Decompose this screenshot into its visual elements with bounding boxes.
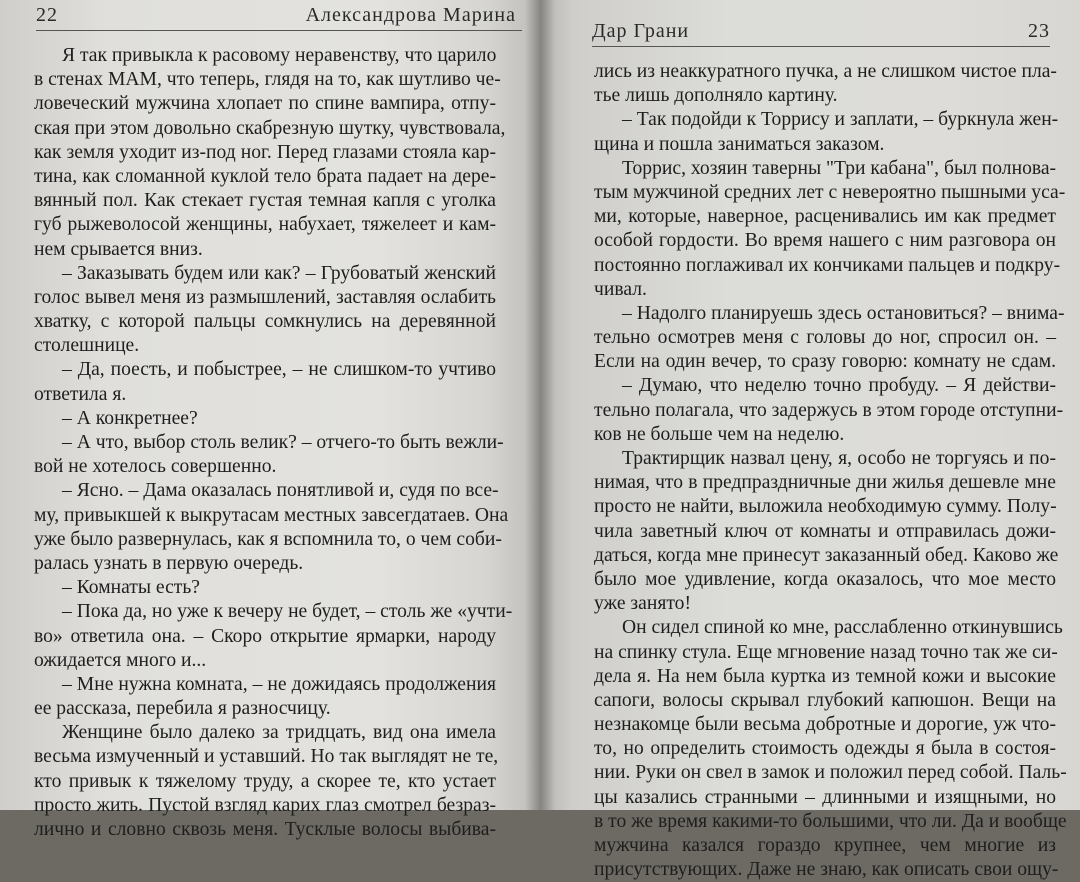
text-line: вой не хотелось совершенно. bbox=[34, 456, 277, 478]
text-line: лись из неаккуратного пучка, а не слишком чистое пла- bbox=[594, 61, 1057, 82]
text-line: Я так привыкла к расовому неравенству, что царило bbox=[62, 45, 497, 66]
text-line: цы казались странными – длинными и изящными, но bbox=[594, 786, 1056, 808]
right-page bbox=[540, 0, 1080, 881]
text-line: щина и пошла заниматься заказом. bbox=[594, 133, 885, 155]
text-line: кто привык к тяжелому труду, а скорее те, кто устает bbox=[34, 770, 496, 792]
left-page-number: 22 bbox=[36, 4, 58, 26]
text-line: просто не найти, выложила необходимую сумму. Полу- bbox=[594, 496, 1057, 518]
text-line: нимая, что в предпраздничные дни жилья дешевле мне bbox=[594, 472, 1056, 494]
text-line: ее рассказа, перебила я разносчицу. bbox=[34, 698, 331, 720]
text-line: даться, когда мне принесут заказанный обед. Каково же bbox=[594, 544, 1059, 566]
left-page-header bbox=[36, 4, 522, 31]
text-line: – Комнаты есть? bbox=[62, 577, 200, 599]
text-line: вянный пол. Как стекает густая темная капля с уголка bbox=[34, 190, 496, 212]
text-line: лично и словно сквозь меня. Тусклые волосы выбива- bbox=[34, 819, 496, 840]
text-line: ожидается много и... bbox=[34, 649, 207, 671]
right-running-head: Дар Грани bbox=[592, 20, 690, 42]
text-line: Он сидел спиной ко мне, расслабленно откинувшись bbox=[622, 617, 1063, 639]
text-line: – А что, выбор столь велик? – отчего-то быть вежли- bbox=[62, 432, 504, 453]
text-line: ков не больше чем на неделю. bbox=[594, 423, 845, 445]
text-line: на спинку стула. Еще мгновение назад точно так же си- bbox=[594, 641, 1058, 663]
text-line: Если на один вечер, то сразу говорю: комнату не сдам. bbox=[594, 351, 1056, 373]
text-line: в то же время какими-то большими, что ли. Да и вообще bbox=[594, 810, 1067, 832]
text-line: ская при этом довольно скабрезную шутку, чувствовала, bbox=[34, 117, 506, 139]
left-page bbox=[0, 0, 540, 840]
text-line: было мое удивление, когда оказалось, что мое место bbox=[594, 568, 1056, 590]
text-line: чивал. bbox=[594, 278, 647, 300]
text-line: – Думаю, что неделю точно пробуду. – Я действи- bbox=[622, 375, 1056, 397]
text-line: чила заветный ключ от комнаты и отправилась дожи- bbox=[594, 520, 1056, 542]
text-line: – Мне нужна комната, – не дожидаясь продолжения bbox=[62, 673, 496, 695]
text-line: дела я. На нем была куртка из темной кожи и высокие bbox=[594, 665, 1056, 687]
text-line: ми, которые, наверное, расценивались им как предмет bbox=[594, 206, 1056, 228]
right-page-number: 23 bbox=[1028, 20, 1050, 42]
text-line: тье лишь дополняло картину. bbox=[594, 85, 838, 107]
text-line: – Так подойди к Торрису и заплати, – буркнула жен- bbox=[622, 109, 1059, 131]
text-line: губ рыжеволосой женщины, набухает, тяжелеет и кам- bbox=[34, 214, 496, 236]
text-line: сапоги, волосы скрывал глубокий капюшон. Вещи на bbox=[594, 689, 1056, 711]
text-line: особой гордости. Во время нашего с ним разговора он bbox=[594, 230, 1056, 252]
text-line: ловеческий мужчина хлопает по спине вампира, отпу- bbox=[34, 93, 496, 115]
text-line: – Ясно. – Дама оказалась понятливой и, судя по все- bbox=[62, 480, 499, 502]
text-line: – Пока да, но уже к вечеру не будет, – столь же «учти- bbox=[62, 601, 513, 623]
text-line: то, но определить стоимость одежды я была в состоя- bbox=[594, 738, 1056, 760]
text-line: присутствующих. Даже не знаю, как описать свои ощу- bbox=[594, 859, 1059, 881]
text-line: ралась узнать в первую очередь. bbox=[34, 552, 304, 574]
left-running-head: Александрова Марина bbox=[305, 4, 516, 26]
text-line: тельно осмотрев меня с головы до ног, спросил он. – bbox=[594, 327, 1056, 349]
text-line: нем срывается вниз. bbox=[34, 238, 203, 260]
text-line: му, привыкшей к выкрутасам местных завсегдатаев. Она bbox=[34, 504, 509, 526]
text-line: уже было развернулась, как я вспомнила то, о чем соби- bbox=[34, 528, 502, 550]
text-line: Трактирщик назвал цену, я, особо не торгуясь и по- bbox=[622, 448, 1056, 469]
left-page-text bbox=[34, 44, 513, 842]
text-line: постоянно поглаживал их кончиками пальцев и подкру- bbox=[594, 254, 1061, 276]
text-line: как земля уходит из-под ног. Перед глазами стояла кар- bbox=[34, 141, 496, 163]
text-line: – Заказывать будем или как? – Грубоватый женский bbox=[62, 262, 496, 284]
text-line: голос вывел меня из размышлений, заставляя ослабить bbox=[34, 286, 496, 308]
text-line: хватку, с которой пальцы сомкнулись на деревянной bbox=[34, 311, 496, 333]
text-line: уже занято! bbox=[594, 593, 691, 615]
text-line: мужчина казался гораздо крупнее, чем многие из bbox=[594, 835, 1056, 856]
text-line: незнакомце были весьма добротные и дорогие, уж что- bbox=[594, 714, 1056, 736]
right-page-header bbox=[592, 20, 1050, 47]
text-line: – Надолго планируешь здесь остановиться? – внима- bbox=[622, 302, 1065, 324]
text-line: – А конкретнее? bbox=[62, 407, 198, 429]
text-line: тельно полагала, что задержусь в этом городе отступни- bbox=[594, 399, 1064, 421]
text-line: Торрис, хозяин таверны "Три кабана", был полнова- bbox=[622, 157, 1057, 179]
text-line: просто жить. Пустой взгляд карих глаз смотрел безраз- bbox=[34, 794, 496, 816]
text-line: Женщине было далеко за тридцать, вид она имела bbox=[62, 722, 496, 744]
text-line: в стенах МАМ, что теперь, глядя на то, как шутливо че- bbox=[34, 69, 501, 91]
right-page-text bbox=[594, 60, 1067, 882]
book-gutter-shadow bbox=[525, 0, 555, 810]
text-line: во» ответила она. – Скоро открытие ярмарки, народу bbox=[34, 625, 496, 647]
text-line: нии. Руки он свел в замок и положил перед собой. Паль- bbox=[594, 762, 1067, 784]
text-line: тина, как сломанной куклой тело брата падает на дере- bbox=[34, 165, 496, 187]
text-line: столешнице. bbox=[34, 335, 140, 357]
text-line: ответила я. bbox=[34, 383, 127, 405]
text-line: тым мужчиной средних лет с невероятно пышными уса- bbox=[594, 181, 1066, 203]
text-line: – Да, поесть, и побыстрее, – не слишком-то учтиво bbox=[62, 359, 496, 381]
text-line: весьма измученный и уставший. Но так выглядят не те, bbox=[34, 746, 499, 768]
